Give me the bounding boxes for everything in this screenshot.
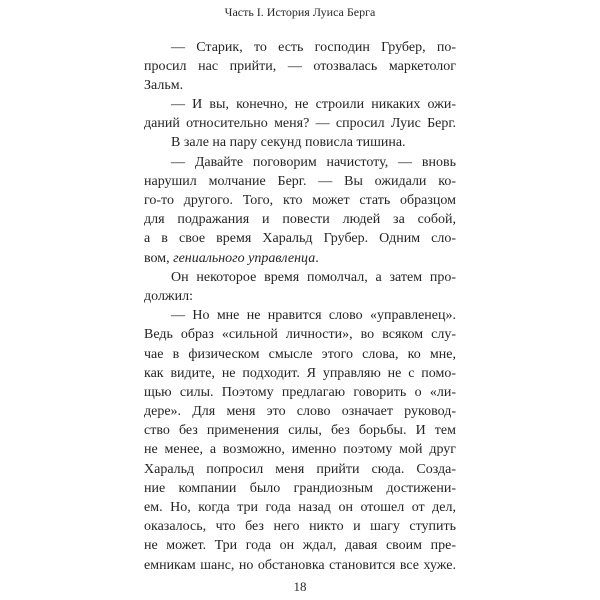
text-line: чае в физическом смысле этого слова, ко мне,	[144, 346, 456, 362]
text-line: должил:	[144, 288, 193, 304]
text-line: нарушил молчание Берг. — Вы ожидали ко-	[144, 173, 456, 189]
text-line: не менее, а возможно, именно поэтому мой друг	[144, 442, 456, 458]
text-line: емникам шанс, но обстановка становится все хуже.	[144, 557, 456, 573]
body-text	[144, 38, 456, 575]
text-line: как видите, не подходит. Я управляю не с помо-	[144, 365, 456, 381]
text-line: щью силы. Поэтому предлагаю говорить о «ли-	[144, 384, 456, 400]
text-line: Зальм.	[144, 77, 184, 93]
text-line: просил нас прийти, — отозвалась маркетолог	[144, 58, 456, 74]
text-line: В зале на пару секунд повисла тишина.	[171, 135, 406, 151]
text-line: оказалось, что без него никто и шагу ступить	[144, 519, 456, 535]
text-line: Ведь образ «сильной личности», во всяком слу-	[144, 327, 456, 343]
text-line: а в свое время Харальд Грубер. Одним сло-	[144, 231, 456, 247]
text-line: не может. Три года он ждал, давая своим пре-	[144, 538, 456, 554]
text-line: для подражания и повести людей за собой,	[144, 212, 456, 228]
text-line: — Старик, то есть господин Грубер, по-	[171, 39, 456, 55]
text-run: .	[315, 250, 319, 266]
text-run: вом,	[144, 250, 174, 266]
text-line: Харальд попросил меня прийти сюда. Созда-	[144, 461, 456, 477]
running-header: Часть I. История Луиса Берга	[224, 5, 376, 19]
text-line: ние компании было грандиозным достижени-	[144, 480, 456, 496]
text-line	[144, 249, 456, 268]
text-line: ем. Но, когда три года назад он отошел от дел,	[144, 500, 456, 515]
text-line: даний относительно меня? — спросил Луис Берг.	[144, 116, 456, 132]
text-line: — И вы, конечно, не строили никаких ожи-	[171, 97, 456, 113]
italic-emphasis: гениального управленца	[173, 250, 316, 266]
page-number: 18	[293, 579, 307, 594]
text-line: — Но мне не нравится слово «управленец».	[171, 308, 456, 324]
text-line: го-то другого. Того, кто может стать образцом	[144, 193, 456, 208]
text-line: ство без применения силы, без борьбы. И тем	[144, 423, 456, 439]
text-line: дере». Для меня это слово означает руковод-	[144, 404, 456, 420]
text-line: — Давайте поговорим начистоту, — вновь	[171, 154, 456, 170]
text-line: Он некоторое время помолчал, а затем про-	[171, 269, 456, 285]
